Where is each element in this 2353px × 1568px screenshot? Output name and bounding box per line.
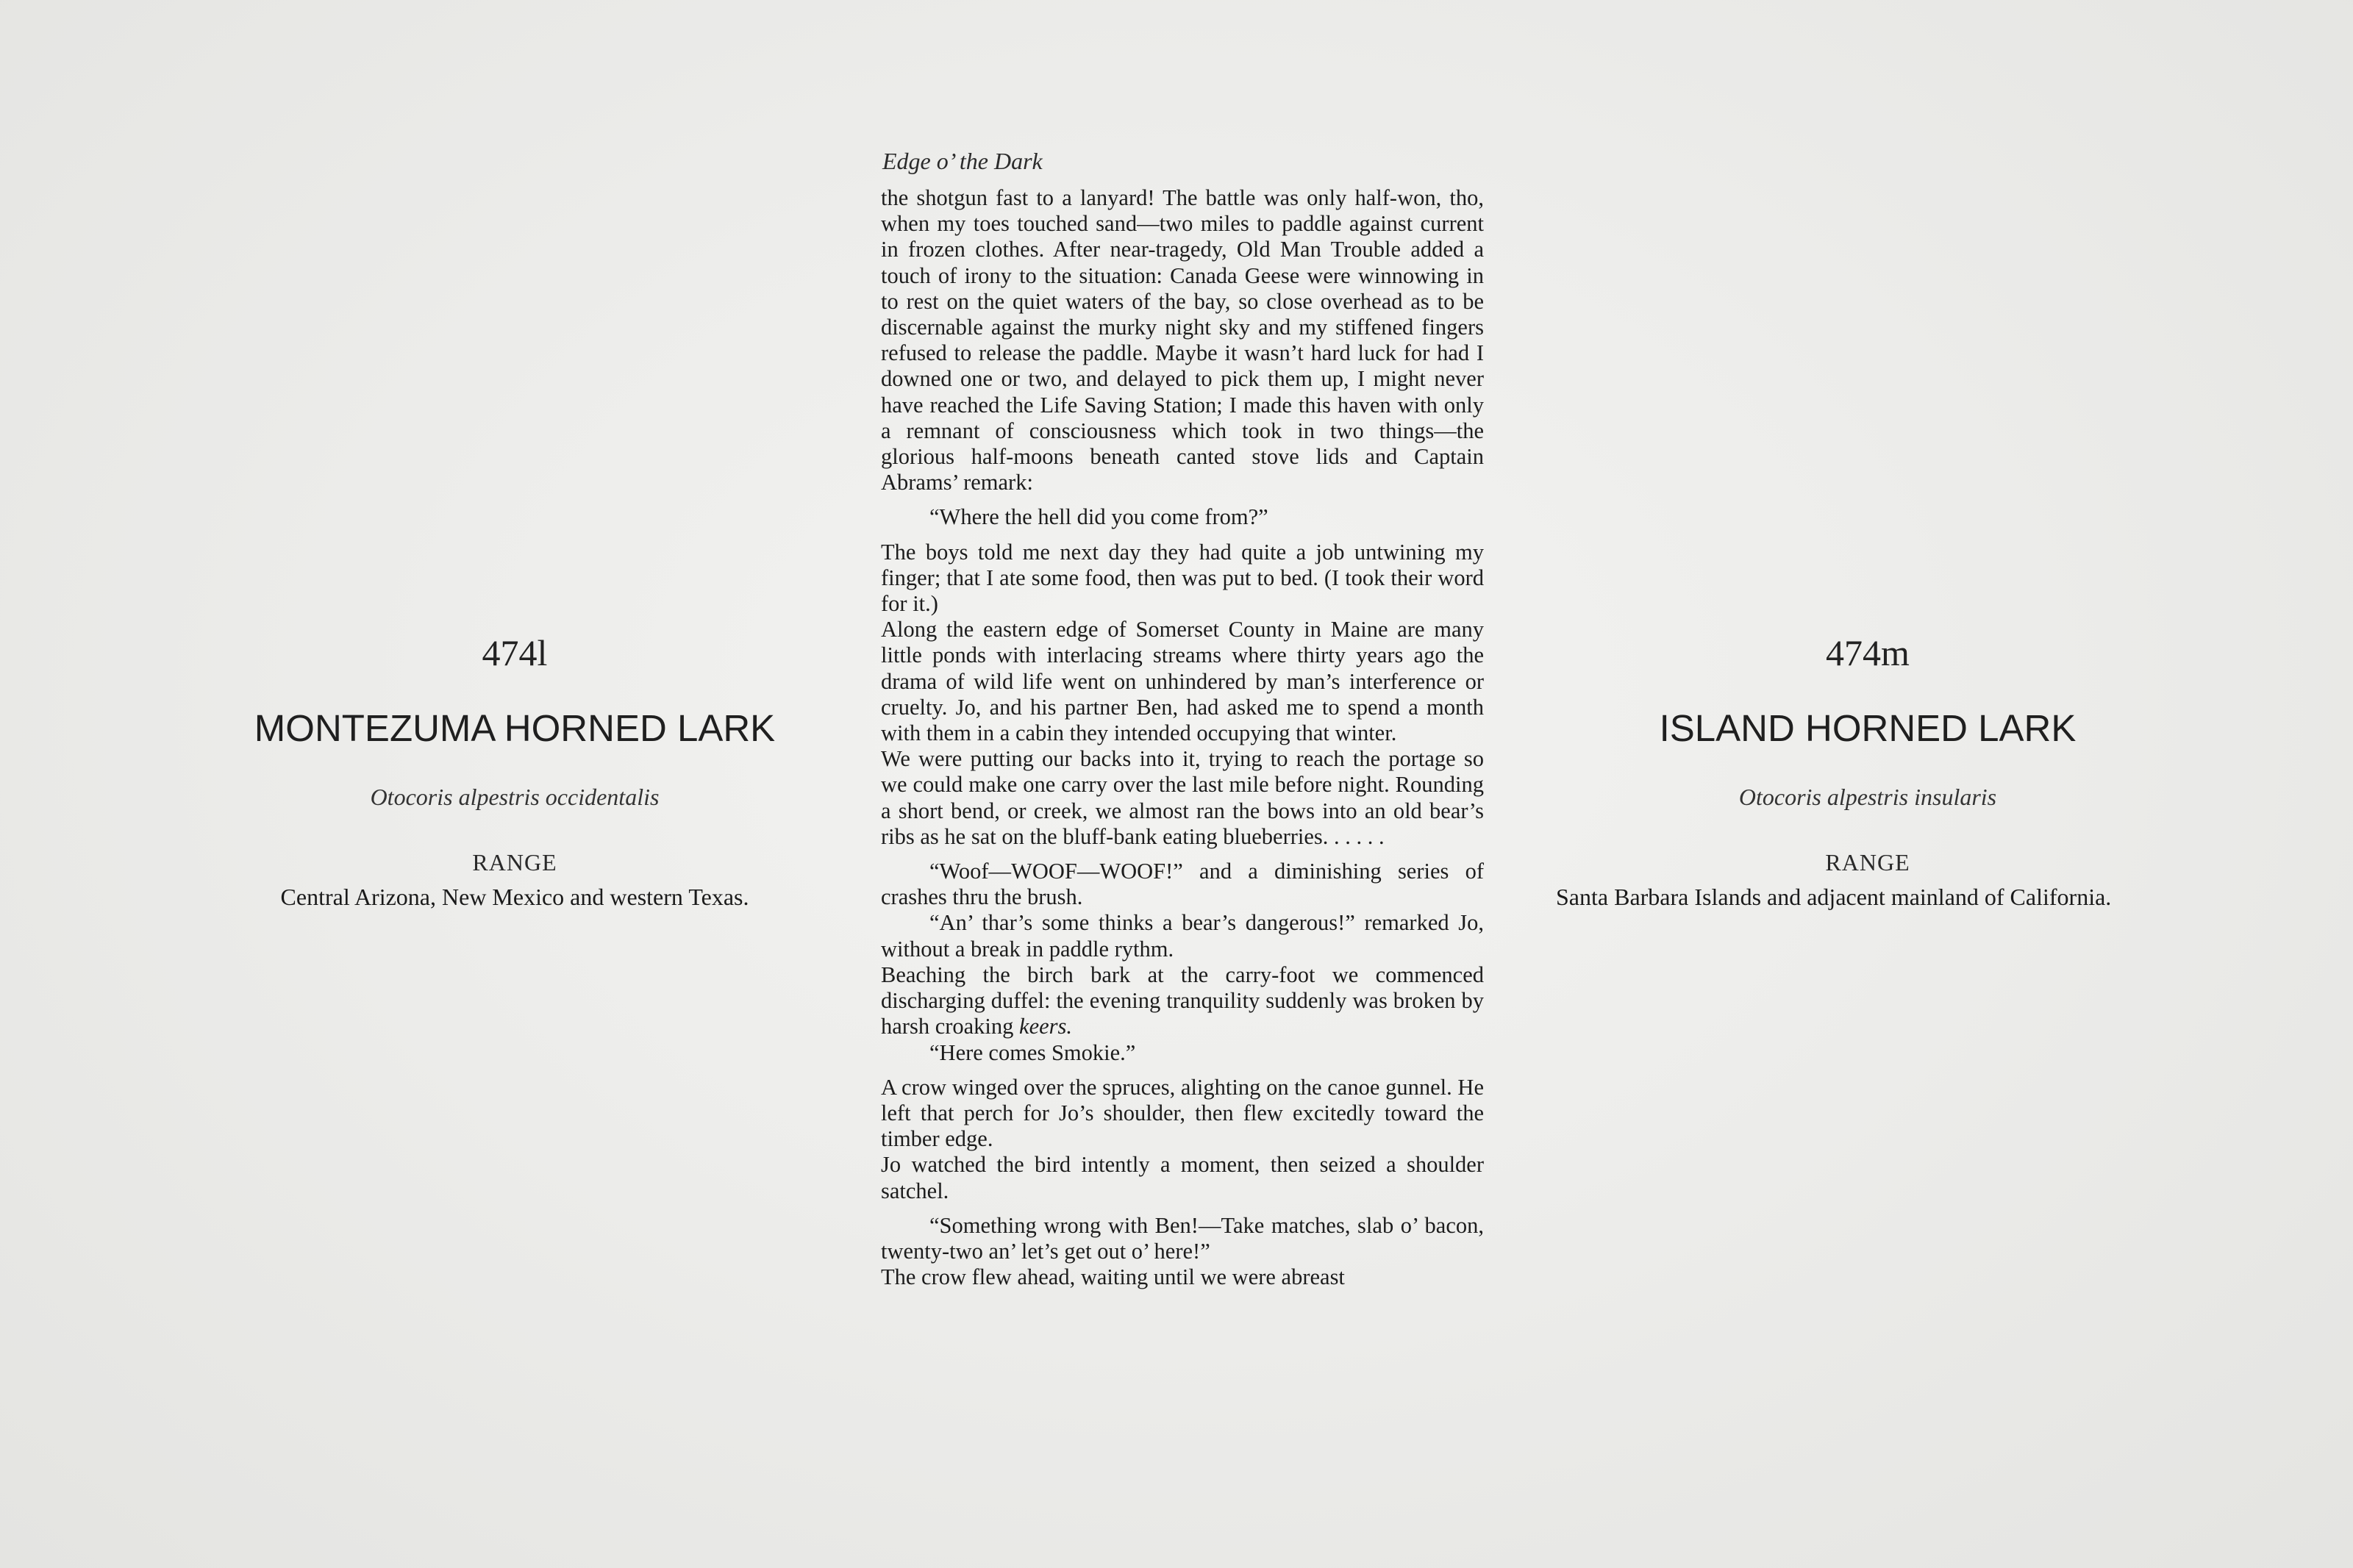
species-common-name: ISLAND HORNED LARK — [1659, 707, 2077, 749]
paragraph: “Here comes Smokie.” — [929, 1039, 1136, 1065]
range-description: Central Arizona, New Mexico and western Texas. — [280, 884, 749, 910]
range-description: Santa Barbara Islands and adjacent mainland of California. — [1556, 884, 2112, 910]
paragraph: “Something wrong with Ben!—Take matches, slab o’ bacon, twenty-two an’ let’s get out o’ here!” — [881, 1212, 1484, 1264]
species-number: 474l — [482, 632, 548, 673]
paragraph: “Woof—WOOF—WOOF!” and a diminishing series of crashes thru the brush. — [881, 859, 1484, 910]
running-head: Edge o’ the Dark — [882, 148, 1043, 174]
paragraph — [881, 962, 1484, 1040]
species-common-name: MONTEZUMA HORNED LARK — [254, 707, 776, 749]
paragraph: “Where the hell did you come from?” — [929, 504, 1268, 530]
paragraph: We were putting our backs into it, trying to reach the portage so we could make one carry over the last mile before night. Rounding a short bend, or creek, we almost ran the bows into an old bear’s ribs as he sat on the bluff-bank eating blueberries. . . . . . — [881, 746, 1484, 849]
paragraph: The crow flew ahead, waiting until we were abreast — [881, 1264, 1345, 1290]
species-scientific-name: Otocoris alpestris occidentalis — [370, 784, 660, 810]
range-heading: RANGE — [472, 849, 557, 876]
species-scientific-name: Otocoris alpestris insularis — [1738, 784, 1997, 810]
range-heading: RANGE — [1825, 849, 1910, 876]
paragraph: “An’ thar’s some thinks a bear’s dangerous!” remarked Jo, without a break in paddle rythm. — [881, 910, 1484, 962]
paragraph-text: Beaching the birch bark at the carry-foot we commenced discharging duffel: the evening tranquility suddenly was broken by harsh croaking — [881, 962, 1484, 1039]
left-species-panel — [184, 631, 846, 911]
right-species-panel — [1537, 631, 2199, 911]
italic-word: keers. — [1019, 1014, 1073, 1039]
paragraph: Jo watched the bird intently a moment, then seized a shoulder satchel. — [881, 1152, 1484, 1203]
species-number: 474m — [1826, 632, 1910, 673]
paragraph: The boys told me next day they had quite a job untwining my finger; that I ate some food, then was put to bed. (I took their word for it.) — [881, 539, 1484, 617]
paragraph: the shotgun fast to a lanyard! The battle was only half-won, tho, when my toes touched sand—two miles to paddle against current in frozen clothes. After near-tragedy, Old Man Trouble added a touch of irony to the situation: Canada Geese were winnowing in to rest on the quiet waters of the bay, so close overhead as to be discernable against the murky night sky and my stiffened fingers refused to release the paddle. Maybe it wasn’t hard luck for had I downed one or two, and delayed to pick them up, I might never have reached the Life Saving Station; I made this haven with only a remnant of consciousness which took in two things—the glorious half-moons beneath canted stove lids and Captain Abrams’ remark: — [881, 185, 1484, 495]
paragraph: Along the eastern edge of Somerset County in Maine are many little ponds with interlacing streams where thirty years ago the drama of wild life went on unhindered by man’s interference or cruelty. Jo, and his partner Ben, had asked me to spend a month with them in a cabin they intended occupying that winter. — [881, 617, 1484, 746]
center-text-column — [881, 144, 1484, 1290]
paragraph: A crow winged over the spruces, alighting on the canoe gunnel. He left that perch for Jo’s shoulder, then flew excitedly toward the timber edge. — [881, 1074, 1484, 1152]
